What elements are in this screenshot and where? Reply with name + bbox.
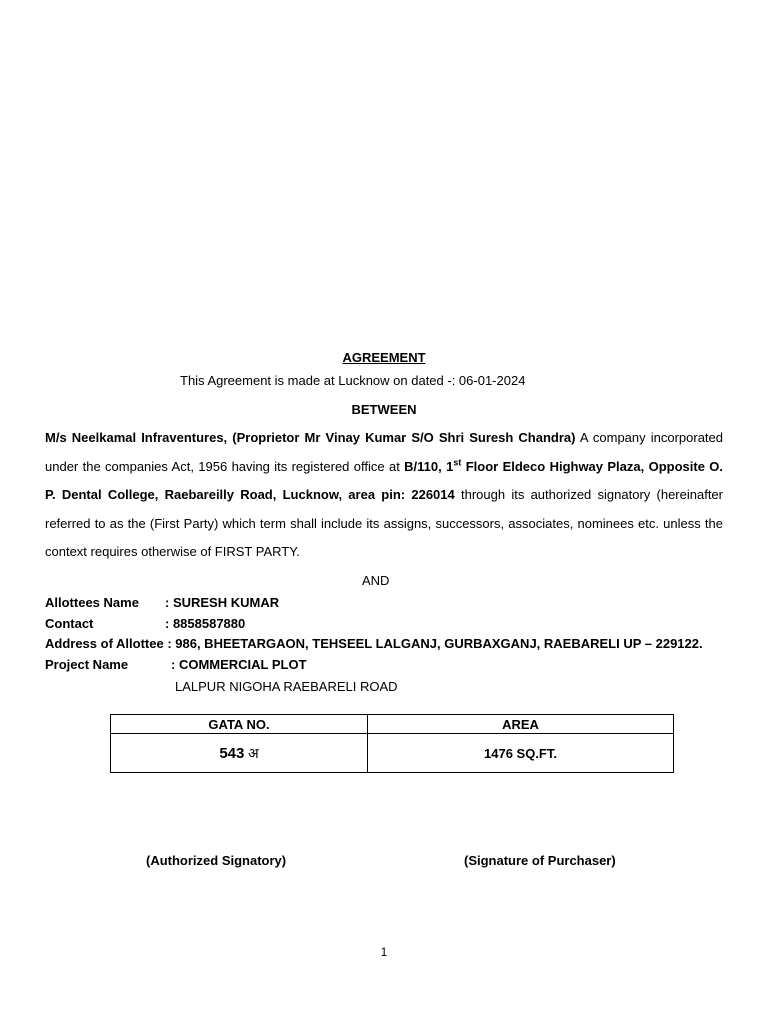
allottee-name-row [45, 595, 279, 610]
party-text-2: through its authorized signatory (hereinafter referred to as the (First Party) which term shall include its assigns, successors, associates, nominees etc. unless the context requires otherwise of FIRST PARTY. [45, 487, 723, 559]
contact-value: : 8858587880 [165, 616, 246, 631]
project-label: Project Name [45, 657, 129, 672]
document-title: AGREEMENT [342, 350, 426, 365]
page-number: 1 [380, 945, 388, 959]
gata-suffix: अ [247, 744, 259, 761]
party-address-pre: B/110, 1 [404, 458, 454, 474]
address-row [45, 636, 703, 651]
and-separator: AND [362, 573, 390, 588]
plot-table [110, 714, 674, 773]
address-value: : 986, BHEETARGAON, TEHSEEL LALGANJ, GURBAXGANJ, RAEBARELI UP – 229122. [167, 636, 703, 651]
authorized-signatory-label: (Authorized Signatory) [146, 853, 287, 868]
area-cell: 1476 SQ.FT. [368, 734, 674, 773]
party-address-sup: st [453, 457, 462, 468]
party-address-post: Floor Eldeco Highway Plaza, Opposite O. P. Dental College, Raebareilly Road, Lucknow, area pin: 226014 [45, 458, 724, 502]
table-header-row [111, 715, 674, 734]
purchaser-signature-label: (Signature of Purchaser) [464, 853, 616, 868]
contact-row [45, 616, 245, 631]
project-row [45, 657, 307, 672]
table-row [111, 734, 674, 773]
first-party-paragraph [45, 424, 723, 567]
allottee-name-label: Allottees Name [45, 595, 139, 610]
table-header-area: AREA [368, 715, 674, 734]
party-text-1: A company incorporated under the companies Act, 1956 having its registered office at [45, 430, 724, 474]
party-name: M/s Neelkamal Infraventures, (Proprietor Mr Vinay Kumar S/O Shri Suresh Chandra) [45, 430, 576, 445]
gata-number: 543 [219, 744, 245, 762]
table-header-gata: GATA NO. [111, 715, 368, 734]
gata-cell [111, 734, 368, 773]
allottee-name-value: : SURESH KUMAR [165, 595, 280, 610]
project-location: LALPUR NIGOHA RAEBARELI ROAD [175, 679, 398, 694]
contact-label: Contact [45, 616, 94, 631]
between-heading: BETWEEN [351, 402, 417, 417]
dated-line: This Agreement is made at Lucknow on dated -: 06-01-2024 [180, 373, 526, 388]
project-value: : COMMERCIAL PLOT [171, 657, 307, 672]
address-label: Address of Allottee [45, 636, 164, 651]
